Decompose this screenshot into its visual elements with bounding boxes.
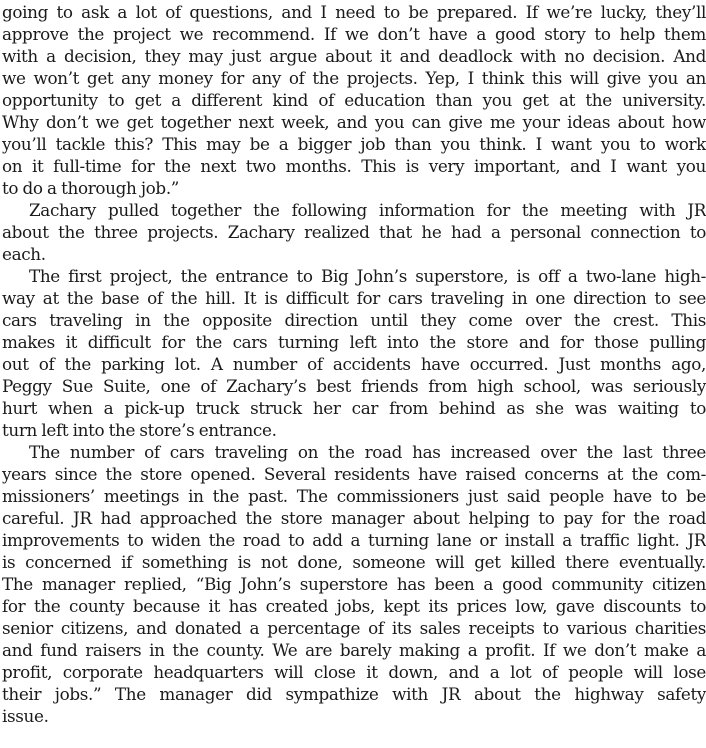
text-line: senior citizens, and donated a percentage of its sales receipts to various charities <box>2 618 706 638</box>
text-line: Zachary pulled together the following information for the meeting with JR <box>29 200 706 220</box>
paragraph-4 <box>2 441 706 727</box>
text-line: issue. <box>2 706 49 726</box>
paragraph-1 <box>2 1 706 199</box>
text-line: improvements to widen the road to add a turning lane or install a traffic light. JR <box>2 530 706 550</box>
text-line: Why don’t we get together next week, and you can give me your ideas about how <box>2 112 706 132</box>
text-line: cars traveling in the opposite direction until they come over the crest. This <box>2 310 706 330</box>
text-line: The number of cars traveling on the road has increased over the last three <box>29 442 706 462</box>
text-line: out of the parking lot. A number of accidents have occurred. Just months ago, <box>2 354 706 374</box>
paragraph-3 <box>2 265 706 441</box>
text-line: profit, corporate headquarters will close it down, and a lot of people will lose <box>2 662 706 682</box>
text-line: and fund raisers in the county. We are barely making a profit. If we don’t make a <box>2 640 706 660</box>
text-line: hurt when a pick-up truck struck her car from behind as she was waiting to <box>2 398 706 418</box>
text-line: makes it difficult for the cars turning left into the store and for those pulling <box>2 332 706 352</box>
text-line: we won’t get any money for any of the projects. Yep, I think this will give you an <box>2 68 706 88</box>
paragraph-2 <box>2 199 706 265</box>
text-line: The first project, the entrance to Big John’s superstore, is off a two-lane high- <box>29 266 706 286</box>
text-line: missioners’ meetings in the past. The commissioners just said people have to be <box>2 486 706 506</box>
text-line: opportunity to get a different kind of education than you get at the university. <box>2 90 706 110</box>
text-line: turn left into the store’s entrance. <box>2 420 277 440</box>
text-line: for the county because it has created jobs, kept its prices low, gave discounts to <box>2 596 706 616</box>
text-line: Peggy Sue Suite, one of Zachary’s best friends from high school, was seriously <box>2 376 706 396</box>
text-line: The manager replied, “Big John’s superstore has been a good community citizen <box>2 574 706 594</box>
text-line: is concerned if something is not done, someone will get killed there eventually. <box>2 552 706 572</box>
text-line: their jobs.” The manager did sympathize with JR about the highway safety <box>2 684 706 704</box>
text-line: years since the store opened. Several residents have raised concerns at the com- <box>2 464 706 484</box>
text-line: with a decision, they may just argue about it and deadlock with no decision. And <box>2 46 706 66</box>
text-line: going to ask a lot of questions, and I need to be prepared. If we’re lucky, they’ll <box>2 2 706 22</box>
text-line: careful. JR had approached the store manager about helping to pay for the road <box>2 508 706 528</box>
text-line: way at the base of the hill. It is difficult for cars traveling in one direction to see <box>2 288 706 308</box>
text-line: you’ll tackle this? This may be a bigger job than you think. I want you to work <box>2 134 706 154</box>
text-line: about the three projects. Zachary realized that he had a personal connection to <box>2 222 706 242</box>
text-line: each. <box>2 244 46 264</box>
text-line: approve the project we recommend. If we don’t have a good story to help them <box>2 24 706 44</box>
text-line: on it full-time for the next two months. This is very important, and I want you <box>2 156 706 176</box>
text-line: to do a thorough job.” <box>2 178 180 198</box>
